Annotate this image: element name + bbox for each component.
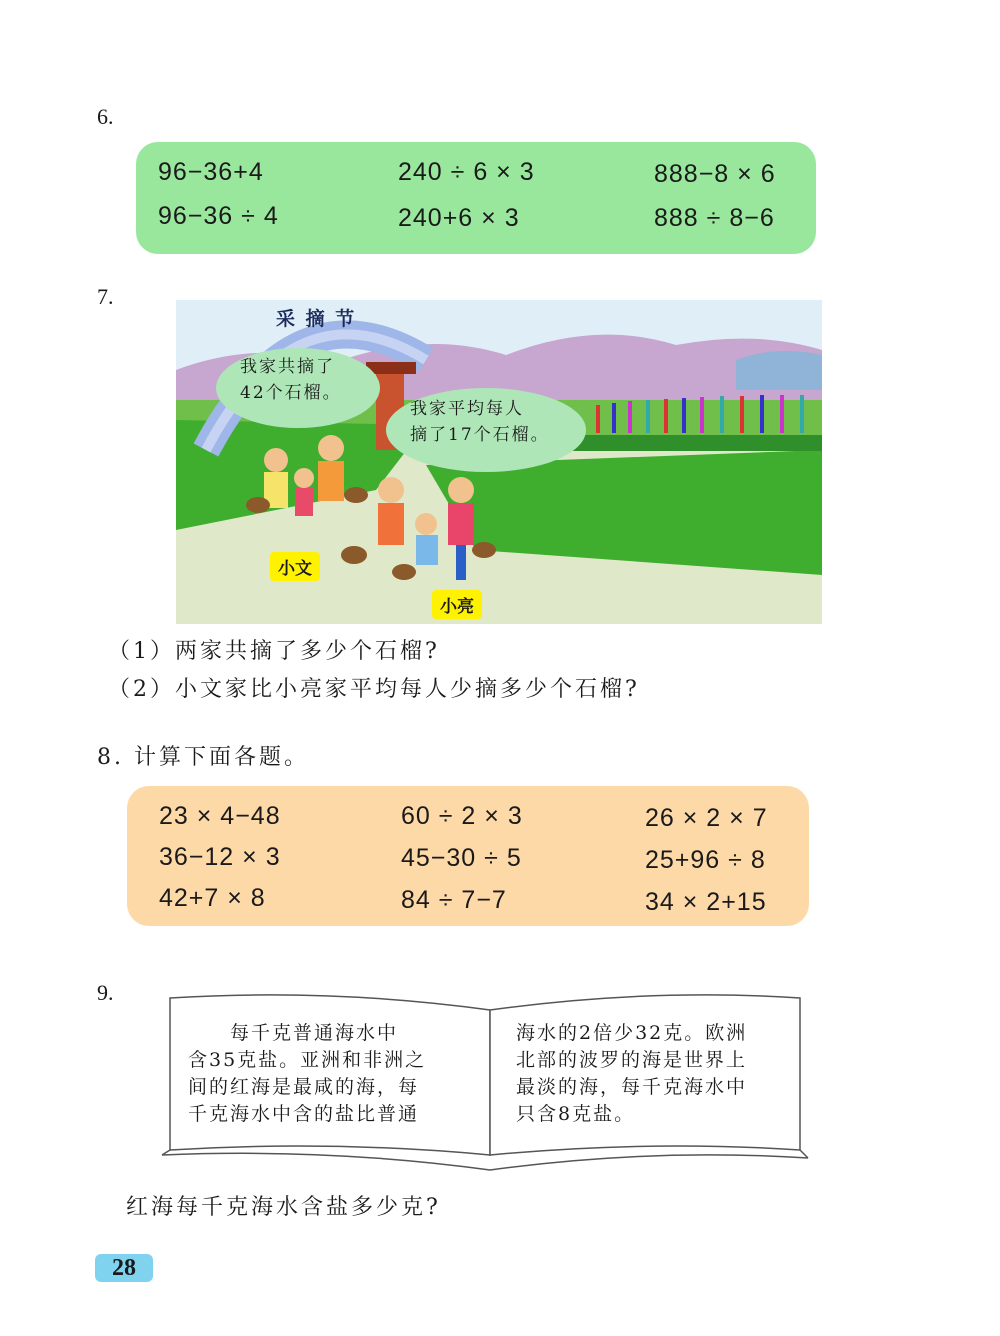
picking-festival-illustration [176,300,822,624]
book-right-line-3: 最淡的海，每千克海水中 [516,1076,748,1098]
name-tag-xiaowen: 小文 [270,552,320,581]
q7-subquestion-1: （1）两家共摘了多少个石榴? [108,639,440,664]
arch-title: 采 摘 节 [276,308,357,330]
q8-expr-5: 45−30 ÷ 5 [401,844,522,872]
name-tag-xiaoliang: 小亮 [432,590,482,619]
speech-bubble-left [216,348,380,428]
bubble-right-line-2: 摘了17个石榴。 [410,425,550,445]
book-right-line-1: 海水的2倍少32克。欧洲 [516,1022,748,1044]
q6-expr-3: 888−8 × 6 [654,160,776,188]
q6-expr-2: 240 ÷ 6 × 3 [398,158,535,186]
bubble-left-line-1: 我家共摘了 [240,357,335,377]
book-right-line-2: 北部的波罗的海是世界上 [516,1049,748,1071]
bubble-right-line-1: 我家平均每人 [410,399,524,419]
question-8-title: 8. 计算下面各题。 [97,745,309,770]
book-right-line-4: 只含8克盐。 [516,1103,636,1125]
q6-expression-box [136,142,816,254]
question-9-number: 9. [97,980,114,1005]
q9-question: 红海每千克海水含盐多少克? [126,1195,441,1220]
speech-bubble-right [386,388,586,472]
q8-expr-8: 84 ÷ 7−7 [401,886,507,914]
q8-expr-9: 34 × 2+15 [645,888,767,916]
q6-expr-6: 888 ÷ 8−6 [654,204,775,232]
book-left-line-3: 间的红海是最咸的海，每 [188,1076,420,1098]
q7-subquestion-2: （2）小文家比小亮家平均每人少摘多少个石榴? [108,677,640,702]
book-right-page [516,1020,747,1128]
q8-expr-2: 60 ÷ 2 × 3 [401,802,523,830]
open-book [160,990,810,1175]
bubble-left-line-2: 42个石榴。 [240,383,342,403]
q8-expr-1: 23 × 4−48 [159,802,281,830]
q6-expr-4: 96−36 ÷ 4 [158,202,279,230]
page-number: 28 [95,1254,153,1282]
q8-expr-4: 36−12 × 3 [159,843,281,871]
q6-expr-1: 96−36+4 [158,158,264,186]
q6-expr-5: 240+6 × 3 [398,204,520,232]
book-left-line-2: 含35克盐。亚洲和非洲之 [188,1049,427,1071]
q8-expr-7: 42+7 × 8 [159,884,266,912]
question-6-number: 6. [97,104,114,129]
question-7-number: 7. [97,284,114,309]
q8-expression-box [127,786,809,926]
q8-expr-3: 26 × 2 × 7 [645,804,768,832]
book-left-page [188,1020,426,1128]
q8-expr-6: 25+96 ÷ 8 [645,846,766,874]
book-left-line-4: 千克海水中含的盐比普通 [188,1103,420,1125]
book-left-line-1: 每千克普通海水中 [188,1022,399,1044]
